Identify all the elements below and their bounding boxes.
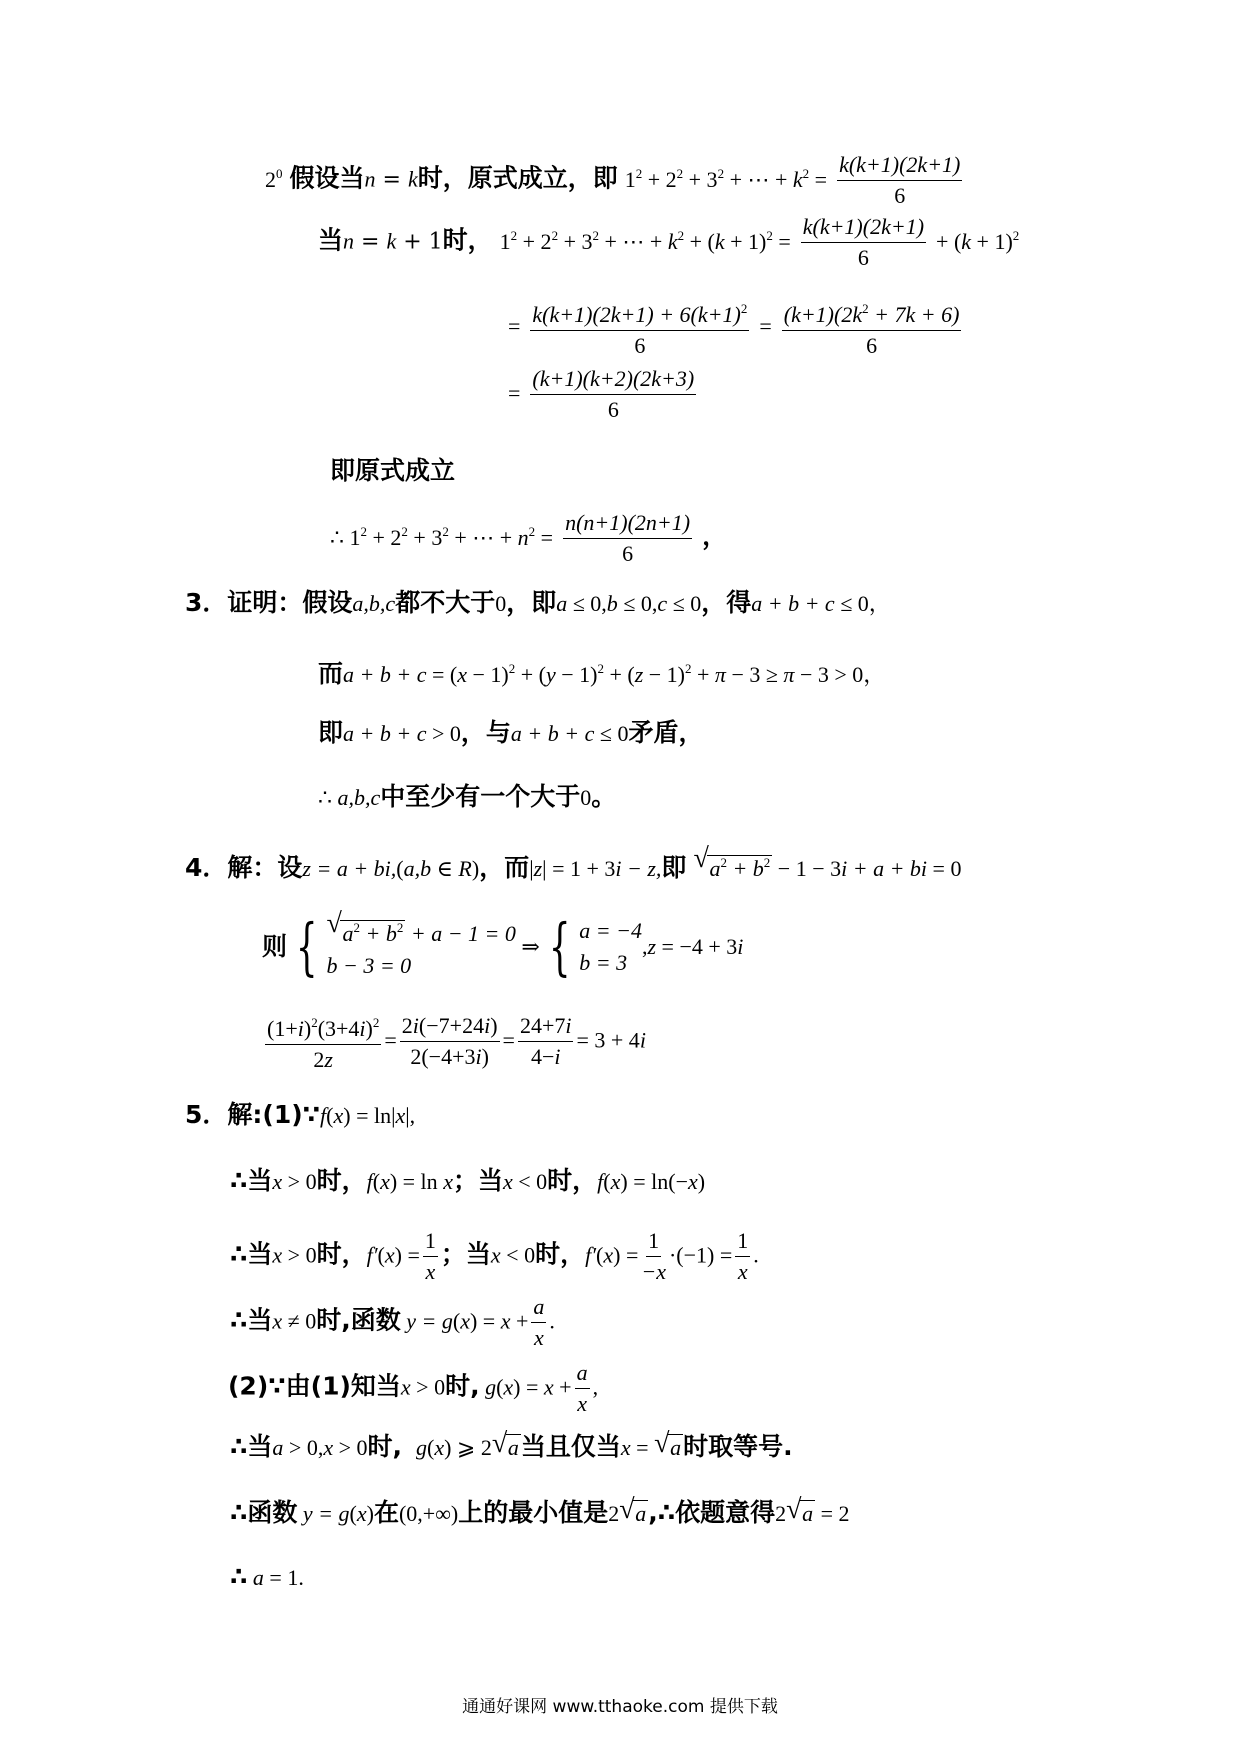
step2-final: ∴ $1^2 + 2^2 + 3^2$ + ⋯ + $n^2$ = $\frac{n(n+1)(2n+1)}{6}$ ， (330, 510, 728, 566)
q4-line2: 则 { √ $a^2 + b^2 + a - 1 = 0$ b − 3 = 0 ⇒ { a = −4 b = 3 ,z = −4 + 3i (262, 908, 744, 983)
step2-conclude: 即原式成立 (330, 456, 456, 485)
text-assume: 假设当 (289, 163, 365, 193)
question-number: 4． (185, 853, 228, 882)
q3-line3: 即a + b + c > 0，与a + b + c ≤ 0矛盾， (318, 718, 704, 747)
q3-line2: 而$a + b + c = (x - 1)^2 + (y - 1)^2 + (z - 1)^2 + \pi - 3 \ge \pi - 3 > 0$， (318, 659, 886, 688)
step2-line2: 当n = k + 1时， $1^2 + 2^2 + 3^2$ + ⋯ + $k^2 + (k + 1)^2$ = $\frac{k(k+1)(2k+1)}{6}$ + $(k + 1)^2$ (318, 214, 1020, 270)
q3-line4: ∴ a,b,c中至少有一个大于0。 (318, 782, 617, 811)
q3-line1: 3．证明：假设a,b,c都不大于0，即a ≤ 0,b ≤ 0,c ≤ 0，得a + b + c ≤ 0， (185, 588, 891, 617)
q5-line7: ∴函数 y = g(x)在(0,+∞)上的最小值是2 √ a,∴依题意得2 √ a = 2 (230, 1494, 850, 1527)
q5-line5: (2)∵由(1)知当x > 0时, g(x) = x + $\frac{a}{x}$ , (228, 1360, 599, 1416)
q5-line1: 5．解:(1)∵f(x) = ln|x|, (185, 1100, 416, 1129)
step-label: $2^0$ (265, 165, 283, 192)
step2-line1: $2^0$ 假设当n = k时，原式成立，即 $1^2 + 2^2 + 3^2$ + ⋯ + $k^2$ = $\frac{k(k+1)(2k+1)}{6}$ (265, 152, 961, 208)
q5-line6: ∴当a > 0,x > 0时, g(x) ⩾ 2 √ a当且仅当x = √ a时取等号. (230, 1428, 793, 1461)
fraction: $\frac{k(k+1)(2k+1)}{6}$ (839, 152, 961, 208)
q5-line3: ∴当x > 0时，f′(x) = $\frac{1}{x}$ ；当x < 0时，f′(x) = $\frac{1}{-x}$ ·(−1) = $\frac{1}{x}$ . (230, 1228, 759, 1284)
step2-line4: = $\frac{(k+1)(k+2)(2k+3)}{6}$ (508, 366, 695, 422)
q5-line8: ∴ a = 1. (230, 1562, 304, 1591)
footer-source: 通通好课网 www.tthaoke.com 提供下载 (462, 1697, 778, 1717)
question-number: 3． (185, 588, 228, 617)
q4-line1: 4．解：设z = a + bi,(a,b ∈ R)，而|z| = 1 + 3i − z,即 √ $a^2 + b^2 - 1 - 3i + a$ + bi = 0 (185, 843, 962, 882)
step2-line3: = $\frac{k(k+1)(2k+1) + 6(k+1)^2}{6}$ = $\frac{(k+1)(2k^2 + 7k + 6)}{6}$ (508, 296, 964, 359)
q5-line2: ∴当x > 0时，f(x) = ln x；当x < 0时，f(x) = ln(−x) (230, 1166, 706, 1195)
q4-line3: $\frac{(1+i)^2(3+4i)^2}{2z}$ = $\frac{2i(-7+24i)}{2(-4+3i)}$ = $\frac{24+7i}{4-i}$ = 3 + 4i (262, 1010, 646, 1073)
question-number: 5． (185, 1100, 228, 1129)
q5-line4: ∴当x ≠ 0时,函数 y = g(x) = x + $\frac{a}{x}$ . (230, 1294, 555, 1350)
